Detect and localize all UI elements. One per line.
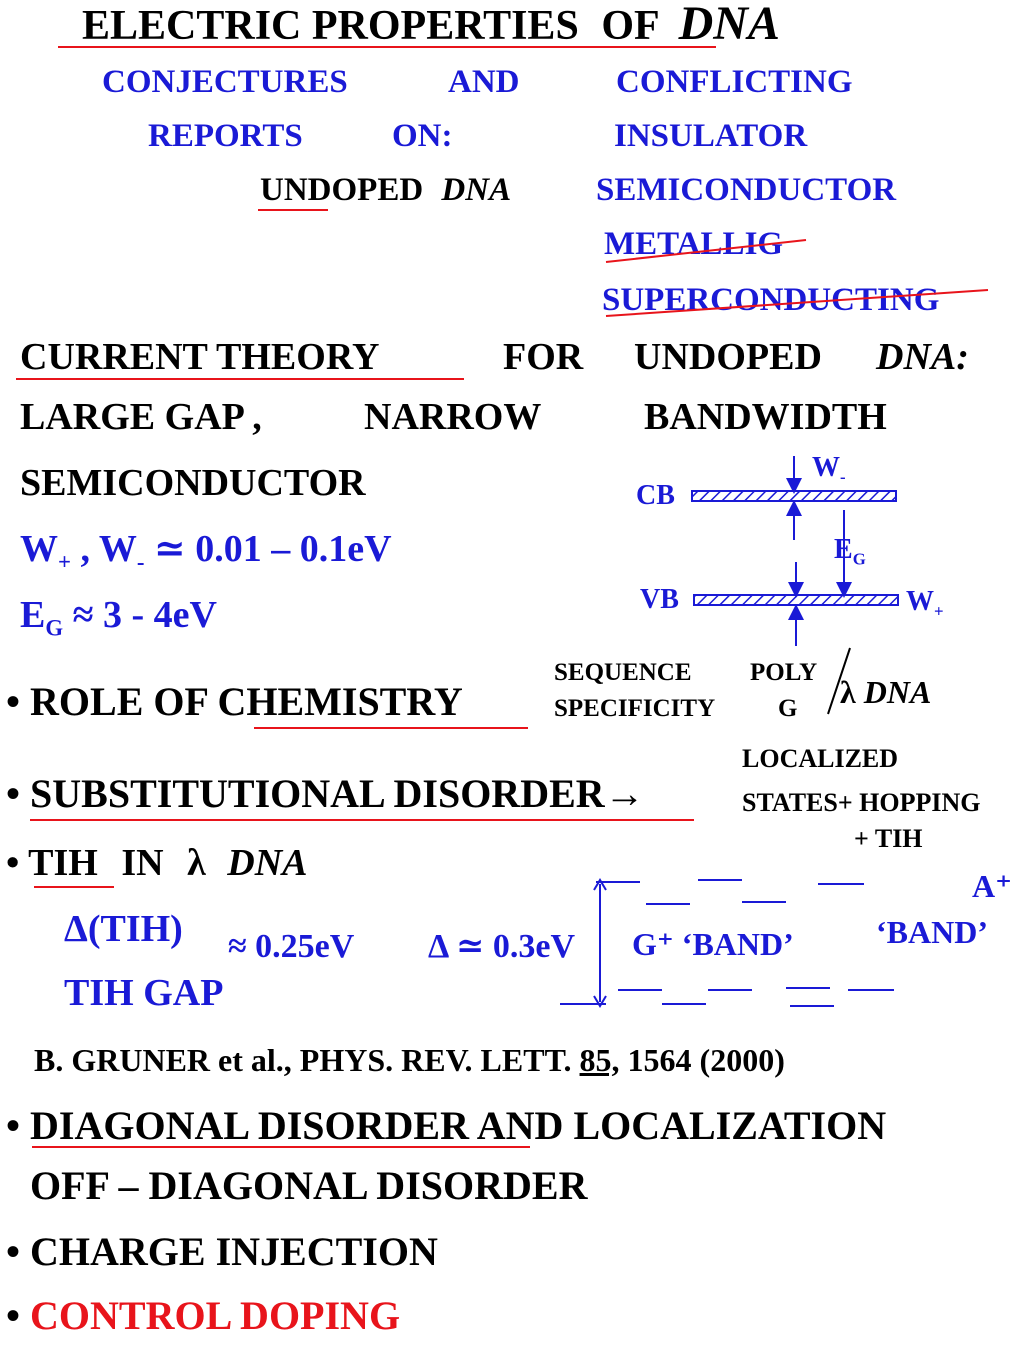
diagonal-rest: AND LOCALIZATION [468,1103,887,1148]
tih-lambda: λ [187,842,206,884]
bandwidth: BANDWIDTH [644,396,887,438]
bullet: • [6,679,21,724]
title-main: ELECTRIC PROPERTIES [82,3,579,49]
undoped-rest: DOPED [307,172,424,208]
title-of: OF [601,3,659,49]
lambda-dna-text: DNA [863,674,932,710]
conjectures-label: CONJECTURES [102,64,348,100]
charge-injection [6,1229,438,1274]
chemistry-word: CHEMISTRY [217,679,463,724]
a-plus-label: A⁺ [972,868,1012,904]
bullet: • [6,842,20,884]
arrow-icon: → [604,771,645,816]
vb-label: VB [640,584,679,615]
band-eg: $E_G$ [834,534,866,569]
reference-rest: 1564 (2000) [619,1042,785,1078]
diagonal-disorder [6,1103,887,1148]
conflicting-label: CONFLICTING [616,64,853,100]
tih-word: TIH [28,842,98,884]
superconducting-option: SUPERCONDUCTING [602,282,940,318]
dna-colon: DNA: [876,336,969,378]
role-prefix: ROLE OF [30,679,218,724]
semiconductor-option: SEMICONDUCTOR [596,172,897,208]
states-hopping-label: STATES+ HOPPING [742,788,981,817]
reference [34,1044,785,1076]
eg-e: E [20,594,46,636]
poly-label: POLY [750,659,818,686]
g-band-label: G⁺ ‘BAND’ [632,926,794,962]
w-minus-sub: - [136,549,145,575]
approx-value: ≈ 0.25eV [228,928,355,965]
metallig-option: METALLIG [604,226,784,262]
undoped-prefix: UN [260,172,308,208]
substitutional-text: SUBSTITUTIONAL DISORDER [30,771,605,816]
w-range: ≃ 0.01 – 0.1eV [144,528,392,570]
current-theory: CURRENT THEORY [20,336,380,378]
bullet: • [6,1229,21,1274]
title-dna: DNA [678,0,780,50]
delta-value: Δ ≃ 0.3eV [428,928,576,965]
plus-tih-label: + TIH [854,824,923,853]
delta-tih: Δ(TIH) [64,908,183,950]
w-plus: W [20,528,58,570]
lambda-symbol: λ [840,674,856,710]
tih-dna: DNA [227,842,308,884]
in-word: IN [121,842,164,884]
large-gap: LARGE GAP , [20,396,262,438]
control-doping [6,1293,401,1338]
bullet: • [6,771,21,816]
bullet: • [6,1103,21,1148]
reports-label: REPORTS [148,118,303,154]
for-label: FOR [503,336,584,378]
off-diagonal: OFF – DIAGONAL DISORDER [30,1163,588,1208]
sequence-label: SEQUENCE [554,659,692,686]
bullet: • [6,1293,21,1338]
band-w-plus: $W_+$ [906,586,944,621]
specificity-label: SPECIFICITY [554,695,716,722]
reference-volume: 85, [579,1042,620,1078]
control-text: CONTROL DOPING [30,1293,401,1338]
undoped-dna: DNA [441,172,512,208]
insulator-option: INSULATOR [614,118,808,154]
poly-g-label: G [778,695,798,722]
narrow: NARROW [364,396,542,438]
charge-text: CHARGE INJECTION [30,1229,438,1274]
diagonal-text: DIAGONAL DISORDER [30,1103,469,1148]
diagonal-underline [32,1146,530,1148]
and-label: AND [448,64,520,100]
tih-gap: TIH GAP [64,972,224,1014]
reference-text: B. GRUNER et al., PHYS. REV. LETT. [34,1042,580,1078]
localized-label: LOCALIZED [742,744,899,773]
band-w-minus: $W_-$ [812,452,846,487]
semiconductor-theory: SEMICONDUCTOR [20,462,366,504]
w-plus-sub: + [58,549,71,575]
a-band-label: ‘BAND’ [876,914,988,950]
eg-g: G [45,615,64,641]
w-minus: , W [71,528,137,570]
on-label: ON: [392,118,453,154]
undoped-theory: UNDOPED [634,336,822,378]
cb-label: CB [636,480,675,511]
eg-range: ≈ 3 - 4eV [63,594,217,636]
